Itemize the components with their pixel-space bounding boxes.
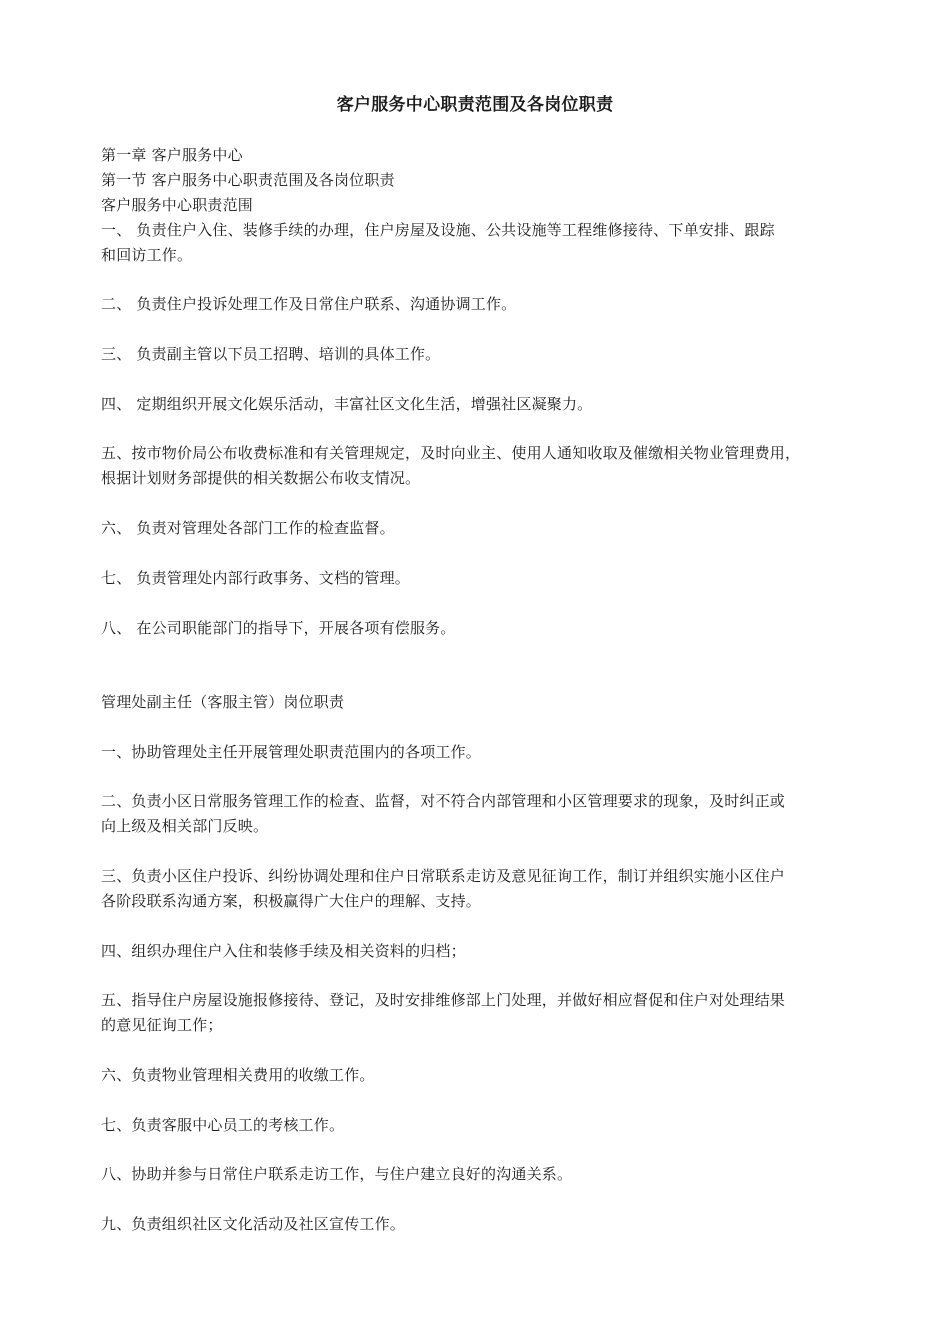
list-item-line: 二、负责小区日常服务管理工作的检查、监督，对不符合内部管理和小区管理要求的现象，及时纠正或 bbox=[101, 792, 786, 810]
list-item-line: 五、按市物价局公布收费标准和有关管理规定，及时向业主、使用人通知收取及催缴相关物业管理费用， bbox=[101, 444, 801, 462]
section-heading: 第一节 客户服务中心职责范围及各岗位职责 bbox=[101, 171, 395, 189]
list-item-line: 向上级及相关部门反映。 bbox=[101, 817, 269, 835]
subsection-heading: 客户服务中心职责范围 bbox=[101, 196, 254, 214]
list-item-line: 七、 负责管理处内部行政事务、文档的管理。 bbox=[101, 569, 410, 587]
list-item-line: 三、负责小区住户投诉、纠纷协调处理和住户日常联系走访及意见征询工作，制订并组织实施小区住户 bbox=[101, 867, 786, 885]
list-item-line: 根据计划财务部提供的相关数据公布收支情况。 bbox=[101, 469, 421, 487]
chapter-heading: 第一章 客户服务中心 bbox=[101, 146, 243, 164]
list-item-line: 四、组织办理住户入住和装修手续及相关资料的归档； bbox=[101, 942, 466, 960]
list-item-line: 各阶段联系沟通方案，积极赢得广大住户的理解、支持。 bbox=[101, 892, 482, 910]
list-item-line: 一、协助管理处主任开展管理处职责范围内的各项工作。 bbox=[101, 743, 482, 761]
list-item-line: 八、协助并参与日常住户联系走访工作，与住户建立良好的沟通关系。 bbox=[101, 1165, 573, 1183]
list-item-line: 和回访工作。 bbox=[101, 246, 193, 264]
list-item-line: 八、 在公司职能部门的指导下，开展各项有偿服务。 bbox=[101, 619, 456, 637]
list-item-line: 四、 定期组织开展文化娱乐活动，丰富社区文化生活，增强社区凝聚力。 bbox=[101, 395, 593, 413]
list-item-line: 六、负责物业管理相关费用的收缴工作。 bbox=[101, 1066, 375, 1084]
list-item-line: 二、 负责住户投诉处理工作及日常住户联系、沟通协调工作。 bbox=[101, 295, 517, 313]
list-item-line: 六、 负责对管理处各部门工作的检查监督。 bbox=[101, 519, 395, 537]
list-item-line: 三、 负责副主管以下员工招聘、培训的具体工作。 bbox=[101, 345, 441, 363]
list-item-line: 七、负责客服中心员工的考核工作。 bbox=[101, 1116, 345, 1134]
list-item-line: 一、 负责住户入住、装修手续的办理，住户房屋及设施、公共设施等工程维修接待、下单安排、跟踪 bbox=[101, 221, 775, 239]
list-item-line: 五、指导住户房屋设施报修接待、登记，及时安排维修部上门处理，并做好相应督促和住户对处理结果 bbox=[101, 991, 786, 1009]
list-item-line: 的意见征询工作； bbox=[101, 1016, 223, 1034]
list-item-line: 九、负责组织社区文化活动及社区宣传工作。 bbox=[101, 1215, 406, 1233]
role-heading: 管理处副主任（客服主管）岗位职责 bbox=[101, 693, 345, 711]
document-title: 客户服务中心职责范围及各岗位职责 bbox=[336, 95, 614, 115]
